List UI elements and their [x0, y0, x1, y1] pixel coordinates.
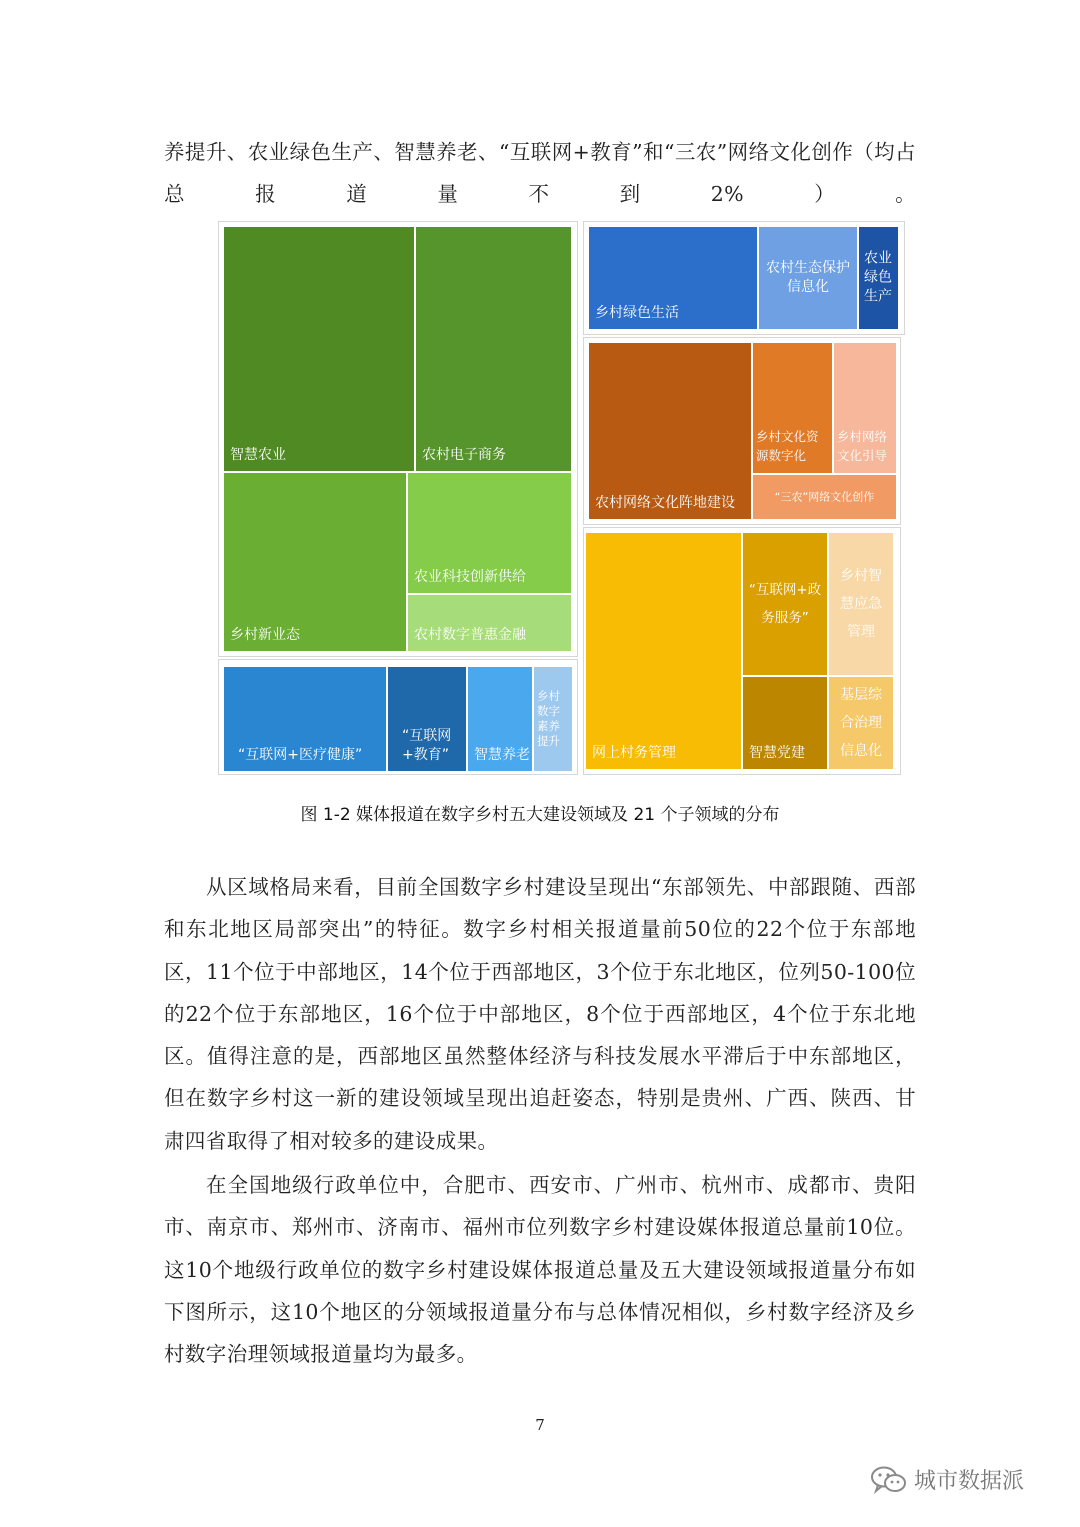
- cell-agri-tech-innovation: [408, 473, 571, 593]
- cell-digital-literacy: [534, 667, 572, 771]
- cell-network-culture-base: [589, 343, 751, 519]
- label-rural-ecommerce: 农村电子商务: [422, 447, 506, 463]
- cell-sannong-creation: [753, 475, 896, 519]
- label-smart-party-building: 智慧党建: [749, 745, 805, 761]
- label-online-village-affairs: 网上村务管理: [592, 745, 676, 761]
- cell-smart-elderly-care: [468, 667, 532, 771]
- watermark: [870, 1464, 1024, 1495]
- cell-online-village-affairs: [586, 533, 741, 769]
- label-internet-education: “互联网+教育”: [402, 728, 452, 763]
- cell-digital-inclusive-finance: [408, 595, 571, 651]
- cell-grassroots-governance: [829, 677, 893, 769]
- cell-smart-agriculture: [224, 227, 414, 471]
- cell-internet-healthcare: [224, 667, 386, 771]
- label-internet-gov-services: “互联网+政务服务”: [748, 582, 822, 626]
- label-network-culture-base: 农村网络文化阵地建设: [595, 495, 735, 511]
- label-internet-healthcare: “互联网+医疗健康”: [238, 747, 363, 763]
- label-rural-green-life: 乡村绿色生活: [595, 305, 679, 321]
- label-green-agri-production: 农业绿色生产: [864, 250, 892, 305]
- label-culture-resource-digitization: 乡村文化资源数字化: [756, 429, 819, 463]
- label-eco-protection-info: 农村生态保护信息化: [766, 260, 850, 295]
- label-smart-agriculture: 智慧农业: [230, 447, 286, 463]
- paragraph-region: 从区域格局来看，目前全国数字乡村建设呈现出“东部领先、中部跟随、西部和东北地区局部突出”的特征。数字乡村相关报道量前50位的22个位于东部地区，11个位于中部地区，14个位于西部地区，3个位于东北地区，位列50-100位的22个位于东部地区，16个位于中部地区，8个位于西部地区，4个位于东北地区。值得注意的是，西部地区虽然整体经济与科技发展水平滞后于中东部地区，但在数字乡村这一新的建设领域呈现出追赶姿态，特别是贵州、广西、陕西、甘肃四省取得了相对较多的建设成果。: [164, 875, 916, 1153]
- label-smart-emergency: 乡村智慧应急管理: [840, 568, 882, 640]
- label-smart-elderly-care: 智慧养老: [474, 747, 530, 763]
- cell-smart-party-building: [743, 677, 827, 769]
- cell-rural-green-life: [589, 227, 757, 329]
- cell-internet-education: [388, 667, 466, 771]
- label-sannong-creation: “三农”网络文化创作: [774, 490, 875, 504]
- cell-rural-ecommerce: [416, 227, 571, 471]
- cell-network-culture-guidance: [834, 343, 896, 473]
- treemap-figure: [218, 221, 904, 775]
- label-network-culture-guidance: 乡村网络文化引导: [837, 429, 888, 463]
- cell-internet-gov-services: [743, 533, 827, 675]
- cell-green-agri-production: [859, 227, 898, 329]
- page-number: 7: [535, 1416, 545, 1434]
- cell-culture-resource-digitization: [753, 343, 832, 473]
- wechat-icon: [870, 1465, 908, 1495]
- cell-smart-emergency: [829, 533, 893, 675]
- label-agri-tech-innovation: 农业科技创新供给: [414, 569, 526, 585]
- cell-new-rural-business: [224, 473, 406, 651]
- label-digital-inclusive-finance: 农村数字普惠金融: [414, 627, 526, 643]
- label-grassroots-governance: 基层综合治理信息化: [840, 687, 882, 759]
- label-new-rural-business: 乡村新业态: [230, 627, 300, 643]
- label-digital-literacy: 乡村数字素养提升: [537, 689, 560, 748]
- paragraph-top: 养提升、农业绿色生产、智慧养老、“互联网+教育”和“三农”网络文化创作（均占总报道量不到2%）。: [164, 140, 916, 207]
- watermark-text: 城市数据派: [914, 1469, 1025, 1494]
- figure-caption: 图 1-2 媒体报道在数字乡村五大建设领域及 21 个子领域的分布: [300, 805, 780, 825]
- cell-eco-protection-info: [759, 227, 857, 329]
- paragraph-cities: 在全国地级行政单位中，合肥市、西安市、广州市、杭州市、成都市、贵阳市、南京市、郑州市、济南市、福州市位列数字乡村建设媒体报道总量前10位。这10个地级行政单位的数字乡村建设媒体报道总量及五大建设领域报道量分布如下图所示，这10个地区的分领域报道量分布与总体情况相似，乡村数字经济及乡村数字治理领域报道量均为最多。: [164, 1173, 916, 1367]
